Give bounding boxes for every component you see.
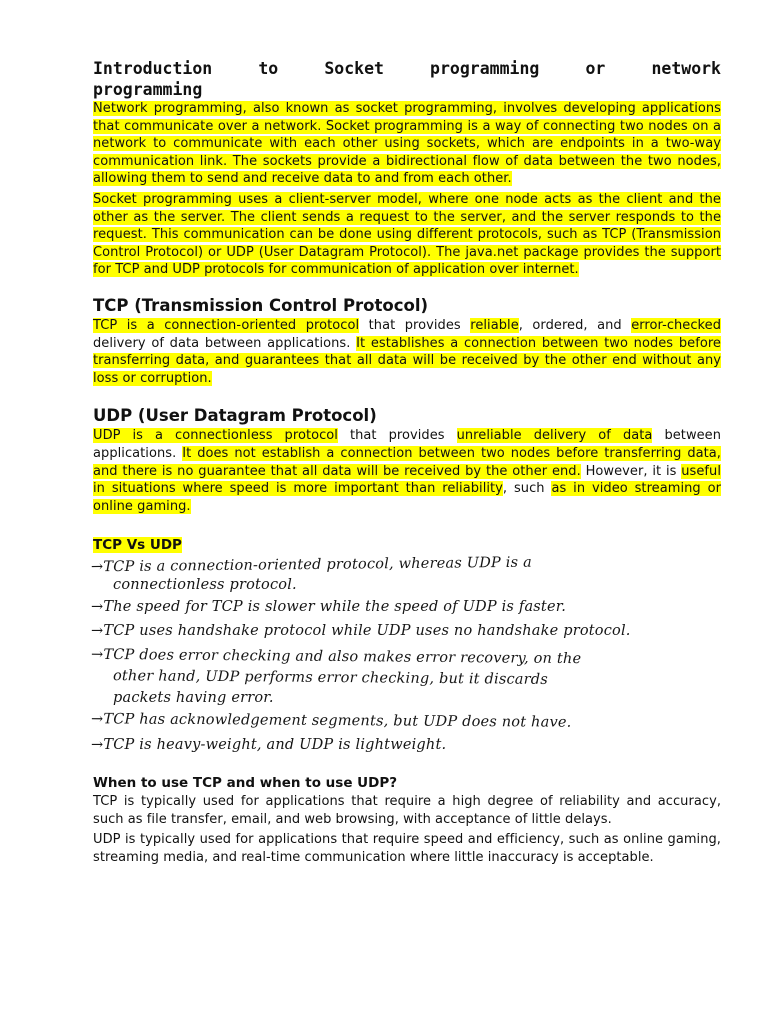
intro-paragraph-1 [93, 100, 721, 188]
udp-text-7: useful in situations where speed is more important than reliability [93, 463, 721, 497]
tcp-text-2: that provides [359, 317, 471, 333]
tcp-vs-udp-heading-text: TCP Vs UDP [93, 537, 182, 554]
page-title-line1: Introduction to Socket programming or network [93, 59, 721, 78]
when-to-use-heading: When to use TCP and when to use UDP? [93, 775, 398, 792]
udp-text-3: unreliable delivery of data [456, 428, 653, 444]
tcp-text-6: delivery of data between applications. [93, 335, 357, 351]
udp-text-5: It does not establish a connection between two nodes before transferring data, and there is no guarantee that all data will be received by the other end. [93, 445, 721, 479]
tcp-vs-udp-heading [93, 535, 721, 555]
intro-paragraph-2 [93, 191, 721, 279]
tcp-text-5: error-checked [631, 317, 722, 333]
page-title-line2: programming [93, 80, 203, 99]
when-udp-paragraph: UDP is typically used for applications that require speed and efficiency, such as online gaming, streaming media, and real-time communication where little inaccuracy is acceptable. [93, 832, 721, 866]
handwritten-notes [90, 554, 631, 767]
tcp-text-4: , ordered, and [518, 317, 632, 333]
note-line-6: other hand, UDP performs error checking, but it discards [112, 668, 548, 689]
udp-heading: UDP (User Datagram Protocol) [93, 406, 377, 426]
udp-text-1: UDP is a connectionless protocol [93, 428, 338, 444]
note-line-4: →TCP uses handshake protocol while UDP uses no handshake protocol. [91, 623, 631, 640]
udp-text-4: between applications. [93, 428, 722, 461]
note-line-7: packets having error. [113, 690, 274, 707]
note-line-9: →TCP is heavy-weight, and UDP is lightweight. [91, 737, 447, 754]
udp-text-9: as in video streaming or online gaming. [93, 481, 721, 514]
when-tcp-paragraph: TCP is typically used for applications that require a high degree of reliability and accuracy, such as file transfer, email, and web browsing, with acceptance of little delays. [93, 794, 721, 827]
tcp-text-1: TCP is a connection-oriented protocol [93, 317, 360, 333]
udp-text-2: that provides [337, 428, 457, 444]
tcp-paragraph [93, 317, 721, 387]
document-page [90, 58, 722, 870]
tcp-text-7: It establishes a connection between two nodes before transferring data, and guarantees that all data will be received by the other end without any loss or corruption. [93, 335, 721, 386]
note-line-5: →TCP does error checking and also makes error recovery, on the [90, 647, 582, 668]
tcp-text-3: reliable [470, 317, 519, 333]
note-line-1: →TCP is a connection-oriented protocol, whereas UDP is a [90, 554, 532, 576]
intro-text-2: Socket programming uses a client-server model, where one node acts as the client and the other as the server. The client sends a request to the server, and the server responds to the request. This communication can be done using different protocols, such as TCP (Transmission Control Protocol) or UDP (User Datagram Protocol). The java.net package provides the support for TCP and UDP protocols for communication of application over internet. [93, 191, 721, 278]
note-line-2: connectionless protocol. [113, 577, 297, 594]
udp-text-6: However, it is [580, 463, 682, 479]
tcp-heading: TCP (Transmission Control Protocol) [93, 295, 429, 315]
intro-text-1: Network programming, also known as socket programming, involves developing applications that communicate over a network. Socket programming is a way of connecting two nodes on a network to communicate with each other using sockets, which are endpoints in a two-way communication link. The sockets provide a bidirectional flow of data between the two nodes, allowing them to send and receive data to and from each other. [93, 101, 721, 187]
note-line-8: →TCP has acknowledgement segments, but UDP does not have. [90, 711, 572, 731]
page-title [93, 58, 721, 100]
note-line-3: →The speed for TCP is slower while the speed of UDP is faster. [91, 599, 567, 616]
udp-paragraph [93, 427, 721, 515]
udp-text-8: , such [502, 481, 552, 497]
